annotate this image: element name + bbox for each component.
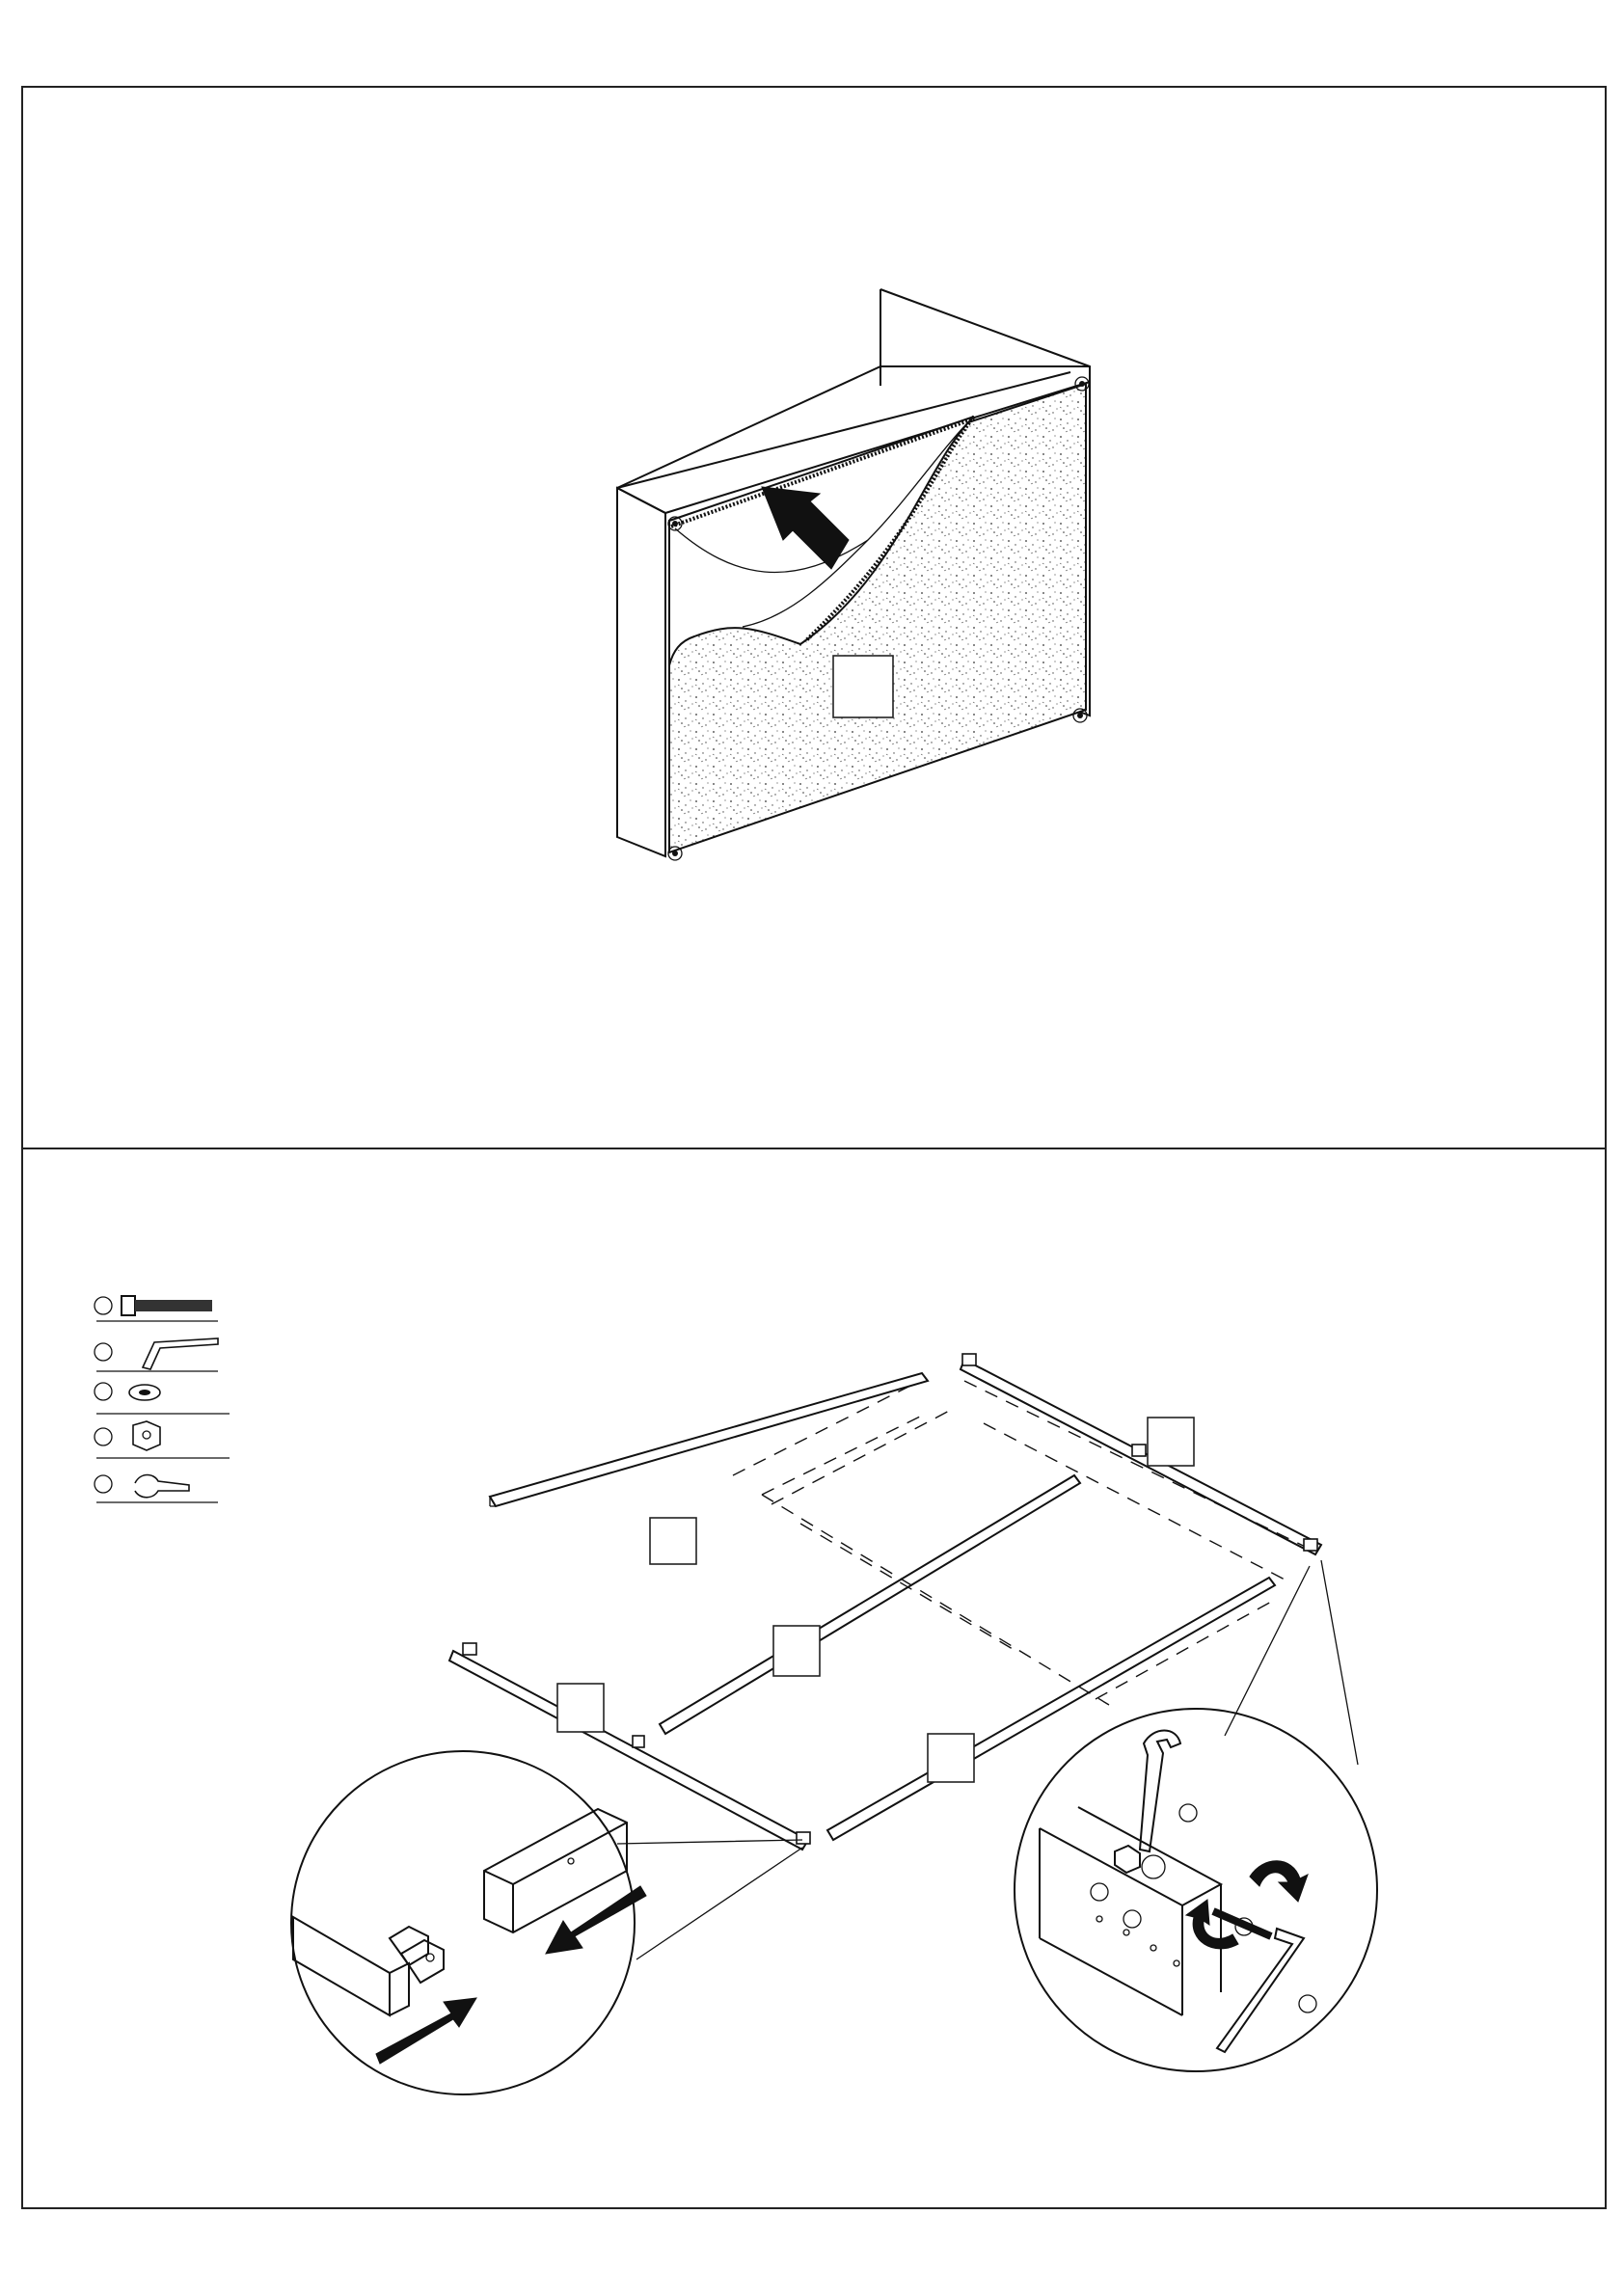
wrench-icon: [95, 1475, 218, 1503]
callout-box: [1148, 1418, 1194, 1466]
callout-box: [833, 656, 893, 717]
side-frame: [617, 488, 665, 856]
hardware-legend: [95, 1296, 230, 1502]
bolt-icon: [95, 1296, 218, 1321]
detail-right-bolting: [1015, 1560, 1377, 2071]
callout-box: [557, 1684, 604, 1732]
rail-right: [961, 1354, 1321, 1554]
rail-back: [490, 1373, 928, 1506]
washer-icon: [95, 1383, 230, 1414]
callout-box: [773, 1626, 820, 1676]
detail-left-connector: [291, 1751, 802, 2094]
rail-middle: [660, 1475, 1080, 1734]
allen-key-icon: [95, 1338, 218, 1371]
callout-box: [650, 1518, 696, 1564]
panel-illustration: [617, 289, 1090, 860]
callout-box: [928, 1734, 974, 1782]
nut-icon: [95, 1421, 230, 1458]
